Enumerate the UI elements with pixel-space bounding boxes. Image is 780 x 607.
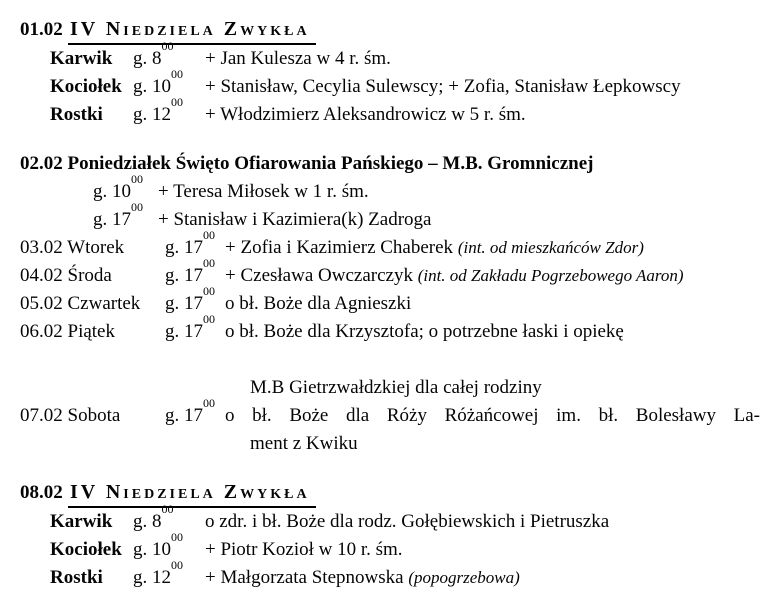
section-sunday-08-02 bbox=[20, 479, 760, 592]
mass-time bbox=[133, 557, 205, 592]
time-minutes-superscript: 00 bbox=[161, 501, 174, 516]
mass-row bbox=[50, 94, 760, 129]
mass-intention: + Włodzimierz Aleksandrowicz w 5 r. śm. bbox=[205, 104, 526, 125]
mass-intention: + Teresa Miłosek w 1 r. śm. bbox=[158, 181, 369, 202]
weekday-row bbox=[20, 255, 760, 290]
time-hour: g. 10 bbox=[133, 76, 171, 97]
place-label: Rostki bbox=[50, 104, 103, 125]
section-title: IV Niedziela Zwykła bbox=[68, 479, 316, 508]
intention-note: (popogrzebowa) bbox=[408, 568, 520, 587]
mass-time bbox=[133, 501, 205, 536]
time-minutes-superscript: 00 bbox=[171, 94, 183, 109]
weekday-date-label: 03.02 Wtorek bbox=[20, 237, 125, 258]
time-hour: g. 17 bbox=[165, 265, 203, 286]
weekday-date-label: 05.02 Czwartek bbox=[20, 293, 141, 314]
mass-row bbox=[93, 171, 760, 206]
mass-intention bbox=[225, 318, 760, 402]
place-label: Kociołek bbox=[50, 76, 122, 97]
weekday-date-label: 07.02 Sobota bbox=[20, 405, 121, 426]
sunday-header bbox=[20, 16, 760, 45]
time-minutes-superscript: 00 bbox=[131, 199, 143, 214]
mass-time bbox=[165, 283, 225, 318]
mass-row bbox=[50, 557, 760, 592]
section-date: 08.02 bbox=[20, 482, 63, 503]
mass-time bbox=[133, 38, 205, 73]
place-label: Karwik bbox=[50, 48, 113, 69]
time-minutes-superscript: 00 bbox=[171, 66, 183, 81]
mass-intention bbox=[225, 262, 760, 290]
mass-row bbox=[93, 199, 760, 234]
feast-header: 02.02 Poniedziałek Święto Ofiarowania Pańskiego – M.B. Gromnicznej bbox=[20, 153, 594, 174]
intention-note: (int. od mieszkańców Zdor) bbox=[457, 238, 644, 257]
weekday-date-label: 04.02 Środa bbox=[20, 265, 112, 286]
mass-time bbox=[93, 199, 158, 234]
section-monday-02-02 bbox=[20, 150, 760, 234]
mass-intention bbox=[225, 402, 760, 458]
section-sunday-01-02 bbox=[20, 16, 760, 129]
time-minutes-superscript: 00 bbox=[131, 171, 143, 186]
time-minutes-superscript: 00 bbox=[161, 38, 174, 53]
time-hour: g. 17 bbox=[93, 209, 131, 230]
mass-intention: + Stanisław, Cecylia Sulewscy; + Zofia, Stanisław Łepkowscy bbox=[205, 76, 681, 97]
mass-time bbox=[165, 395, 225, 458]
weekday-row bbox=[20, 395, 760, 458]
section-date: 01.02 bbox=[20, 19, 63, 40]
section-weekdays bbox=[20, 227, 760, 458]
mass-time bbox=[165, 227, 225, 262]
time-hour: g. 8 bbox=[133, 511, 162, 532]
time-minutes-superscript: 00 bbox=[203, 227, 215, 242]
intention-text: + Małgorzata Stepnowska bbox=[205, 567, 404, 588]
mass-intention bbox=[205, 564, 760, 592]
time-minutes-superscript: 00 bbox=[203, 311, 215, 326]
time-hour: g. 17 bbox=[165, 405, 203, 426]
sunday-header bbox=[20, 479, 760, 508]
place-label: Karwik bbox=[50, 511, 113, 532]
intention-line-2: M.B Gietrzwałdzkiej dla całej rodziny bbox=[250, 377, 542, 398]
mass-row bbox=[50, 66, 760, 101]
mass-time bbox=[93, 171, 158, 206]
mass-row bbox=[50, 501, 760, 536]
section-title: IV Niedziela Zwykła bbox=[68, 16, 316, 45]
mass-time bbox=[133, 529, 205, 564]
mass-time bbox=[165, 311, 225, 402]
mass-intention: o bł. Boże dla Agnieszki bbox=[225, 293, 412, 314]
weekday-row bbox=[20, 283, 760, 318]
mass-row bbox=[50, 529, 760, 564]
mass-intention: + Stanisław i Kazimiera(k) Zadroga bbox=[158, 209, 432, 230]
intention-note: (int. od Zakładu Pogrzebowego Aaron) bbox=[417, 266, 684, 285]
time-minutes-superscript: 00 bbox=[171, 529, 183, 544]
place-label: Kociołek bbox=[50, 539, 122, 560]
time-hour: g. 17 bbox=[165, 293, 203, 314]
intention-text: + Czesława Owczarczyk bbox=[225, 265, 413, 286]
mass-row bbox=[50, 38, 760, 73]
mass-intention: + Jan Kulesza w 4 r. śm. bbox=[205, 48, 391, 69]
time-hour: g. 10 bbox=[133, 539, 171, 560]
mass-intention: o zdr. i bł. Boże dla rodz. Gołębiewskich i Pietruszka bbox=[205, 511, 610, 532]
intention-line-2: ment z Kwiku bbox=[250, 433, 358, 454]
intention-line-1: o bł. Boże dla Krzysztofa; o potrzebne łaski i opiekę bbox=[225, 321, 624, 342]
mass-time bbox=[133, 66, 205, 101]
time-hour: g. 8 bbox=[133, 48, 162, 69]
time-minutes-superscript: 00 bbox=[203, 255, 215, 270]
weekday-date-label: 06.02 Piątek bbox=[20, 321, 115, 342]
time-minutes-superscript: 00 bbox=[203, 283, 215, 298]
place-label: Rostki bbox=[50, 567, 103, 588]
intention-line-1: o bł. Boże dla Róży Różańcowej im. bł. Bolesławy La- bbox=[225, 405, 760, 426]
weekday-row bbox=[20, 227, 760, 262]
time-minutes-superscript: 00 bbox=[171, 557, 183, 572]
mass-intention bbox=[225, 234, 760, 262]
weekday-row bbox=[20, 311, 760, 402]
time-hour: g. 10 bbox=[93, 181, 131, 202]
mass-intention: + Piotr Kozioł w 10 r. śm. bbox=[205, 539, 403, 560]
time-hour: g. 17 bbox=[165, 237, 203, 258]
time-hour: g. 12 bbox=[133, 567, 171, 588]
time-hour: g. 12 bbox=[133, 104, 171, 125]
intention-text: + Zofia i Kazimierz Chaberek bbox=[225, 237, 454, 258]
mass-time bbox=[133, 94, 205, 129]
time-minutes-superscript: 00 bbox=[203, 395, 215, 410]
time-hour: g. 17 bbox=[165, 321, 203, 342]
mass-time bbox=[165, 255, 225, 290]
